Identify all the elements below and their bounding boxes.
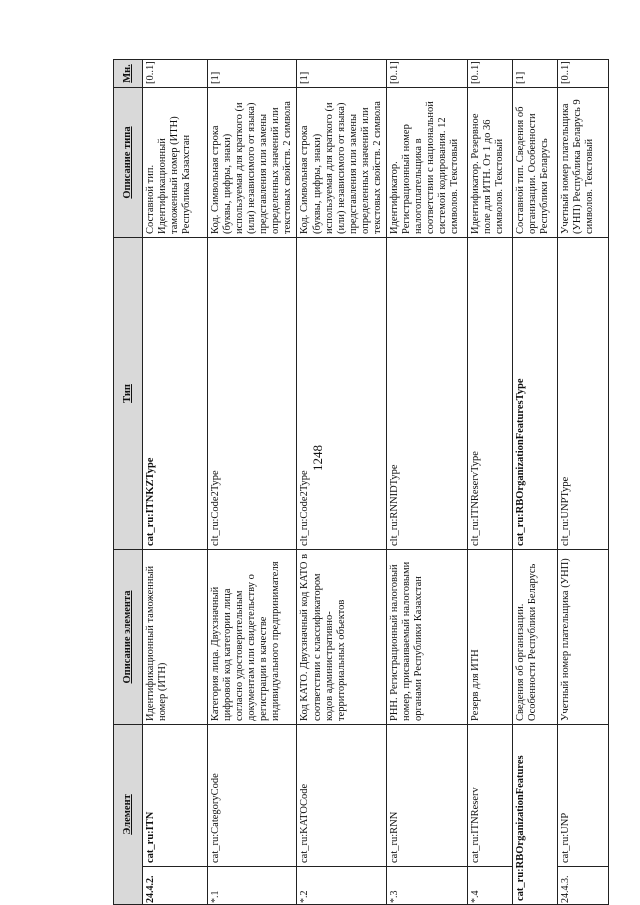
row-number: *.2	[297, 867, 386, 905]
row-type-desc: Код. Символьная строка (буквы, цифры, знаки) используемая для краткого (и (или) независимого от языка) представления или замены определенных значений или текстовых свойств. 2 символа	[297, 88, 386, 238]
row-type-desc: Составной тип. Идентификационный таможенный номер (ИТН) Республика Казахстан	[143, 88, 208, 238]
row-type-desc: Составной тип. Сведения об организации. Особенности Республики Беларусь	[512, 88, 557, 238]
row-element-desc: Категория лица. Двухзначный цифровой код категории лица согласно удостоверительным документам или свидетельству о регистрации в качестве индивидуального предпринимателя	[208, 550, 297, 725]
row-type: clt_ru:Code2Type	[297, 238, 386, 550]
header-type: Тип	[114, 238, 143, 550]
row-mn: [1]	[297, 60, 386, 88]
row-type-desc: Код. Символьная строка (буквы, цифры, знаки) используемая для краткого (и (или) независимого от языка) представления или замены определенных значений или текстовых свойств. 2 символа	[208, 88, 297, 238]
row-type: cat_ru:RBOrganizationFeaturesType	[512, 238, 557, 550]
row-element: cat_ru:RBOrganizationFeatures	[512, 725, 557, 905]
row-mn: [0..1]	[557, 60, 608, 88]
row-element: cat_ru:RNN	[386, 725, 467, 867]
row-mn: [0..1]	[467, 60, 512, 88]
table-row	[557, 60, 608, 905]
row-element-desc: Резерв для ИТН	[467, 550, 512, 725]
row-element: cat_ru:UNP	[557, 725, 608, 867]
header-element-desc: Описание элемента	[114, 550, 143, 725]
header-element: Элемент	[114, 725, 143, 905]
row-element-desc: Идентификационный таможенный номер (ИТН)	[143, 550, 208, 725]
row-mn: [0..1]	[143, 60, 208, 88]
table-header-row	[114, 60, 143, 905]
page-number: 1248	[310, 445, 325, 471]
table-row	[297, 60, 386, 905]
row-element: cat_ru:KATOCode	[297, 725, 386, 867]
row-element-desc: Код КАТО. Двухзначный код КАТО в соответствии с классификатором кодов административно-территориальных объектов	[297, 550, 386, 725]
table-row	[208, 60, 297, 905]
row-type-desc: Учетный номер плательщика (УНП) Республика Беларусь 9 символов. Текстовый	[557, 88, 608, 238]
row-number: *.3	[386, 867, 467, 905]
row-element: cat_ru:ITN	[143, 725, 208, 867]
table-row	[386, 60, 467, 905]
header-mn: Мн.	[114, 60, 143, 88]
row-mn: [1]	[208, 60, 297, 88]
row-type: clt_ru:Code2Type	[208, 238, 297, 550]
table-row	[143, 60, 208, 905]
row-type: clt_ru:RNNIDType	[386, 238, 467, 550]
row-number: *.4	[467, 867, 512, 905]
row-mn: [0..1]	[386, 60, 467, 88]
row-type-desc: Идентификатор. Резервное поле для ИТН. От 1 до 36 символов. Текстовый	[467, 88, 512, 238]
header-type-desc: Описание типа	[114, 88, 143, 238]
row-mn: [1]	[512, 60, 557, 88]
row-type: clt_ru:UNPType	[557, 238, 608, 550]
row-type: clt_ru:ITNReservType	[467, 238, 512, 550]
row-type-desc: Идентификатор. Регистрационный номер налогоплательщика в соответствии с национальной системой кодирования. 12 символов. Текстовый	[386, 88, 467, 238]
table-container	[113, 60, 595, 905]
table-row	[467, 60, 512, 905]
row-element: cat_ru:CategoryCode	[208, 725, 297, 867]
row-number: 24.4.3.	[557, 867, 608, 905]
row-element-desc: Учетный номер плательщика (УНП)	[557, 550, 608, 725]
row-number: 24.4.2.	[143, 867, 208, 905]
row-element: cat_ru:ITNReserv	[467, 725, 512, 867]
table-row	[512, 60, 557, 905]
row-element-desc: Сведения об организации. Особенности Республики Беларусь	[512, 550, 557, 725]
schema-table	[113, 59, 609, 905]
row-element-desc: РНН. Регистрационный налоговый номер, присваиваемый налоговыми органами Республики Казахстан	[386, 550, 467, 725]
row-number: *.1	[208, 867, 297, 905]
row-type: cat_ru:ITNKZType	[143, 238, 208, 550]
rotated-table	[113, 60, 595, 905]
